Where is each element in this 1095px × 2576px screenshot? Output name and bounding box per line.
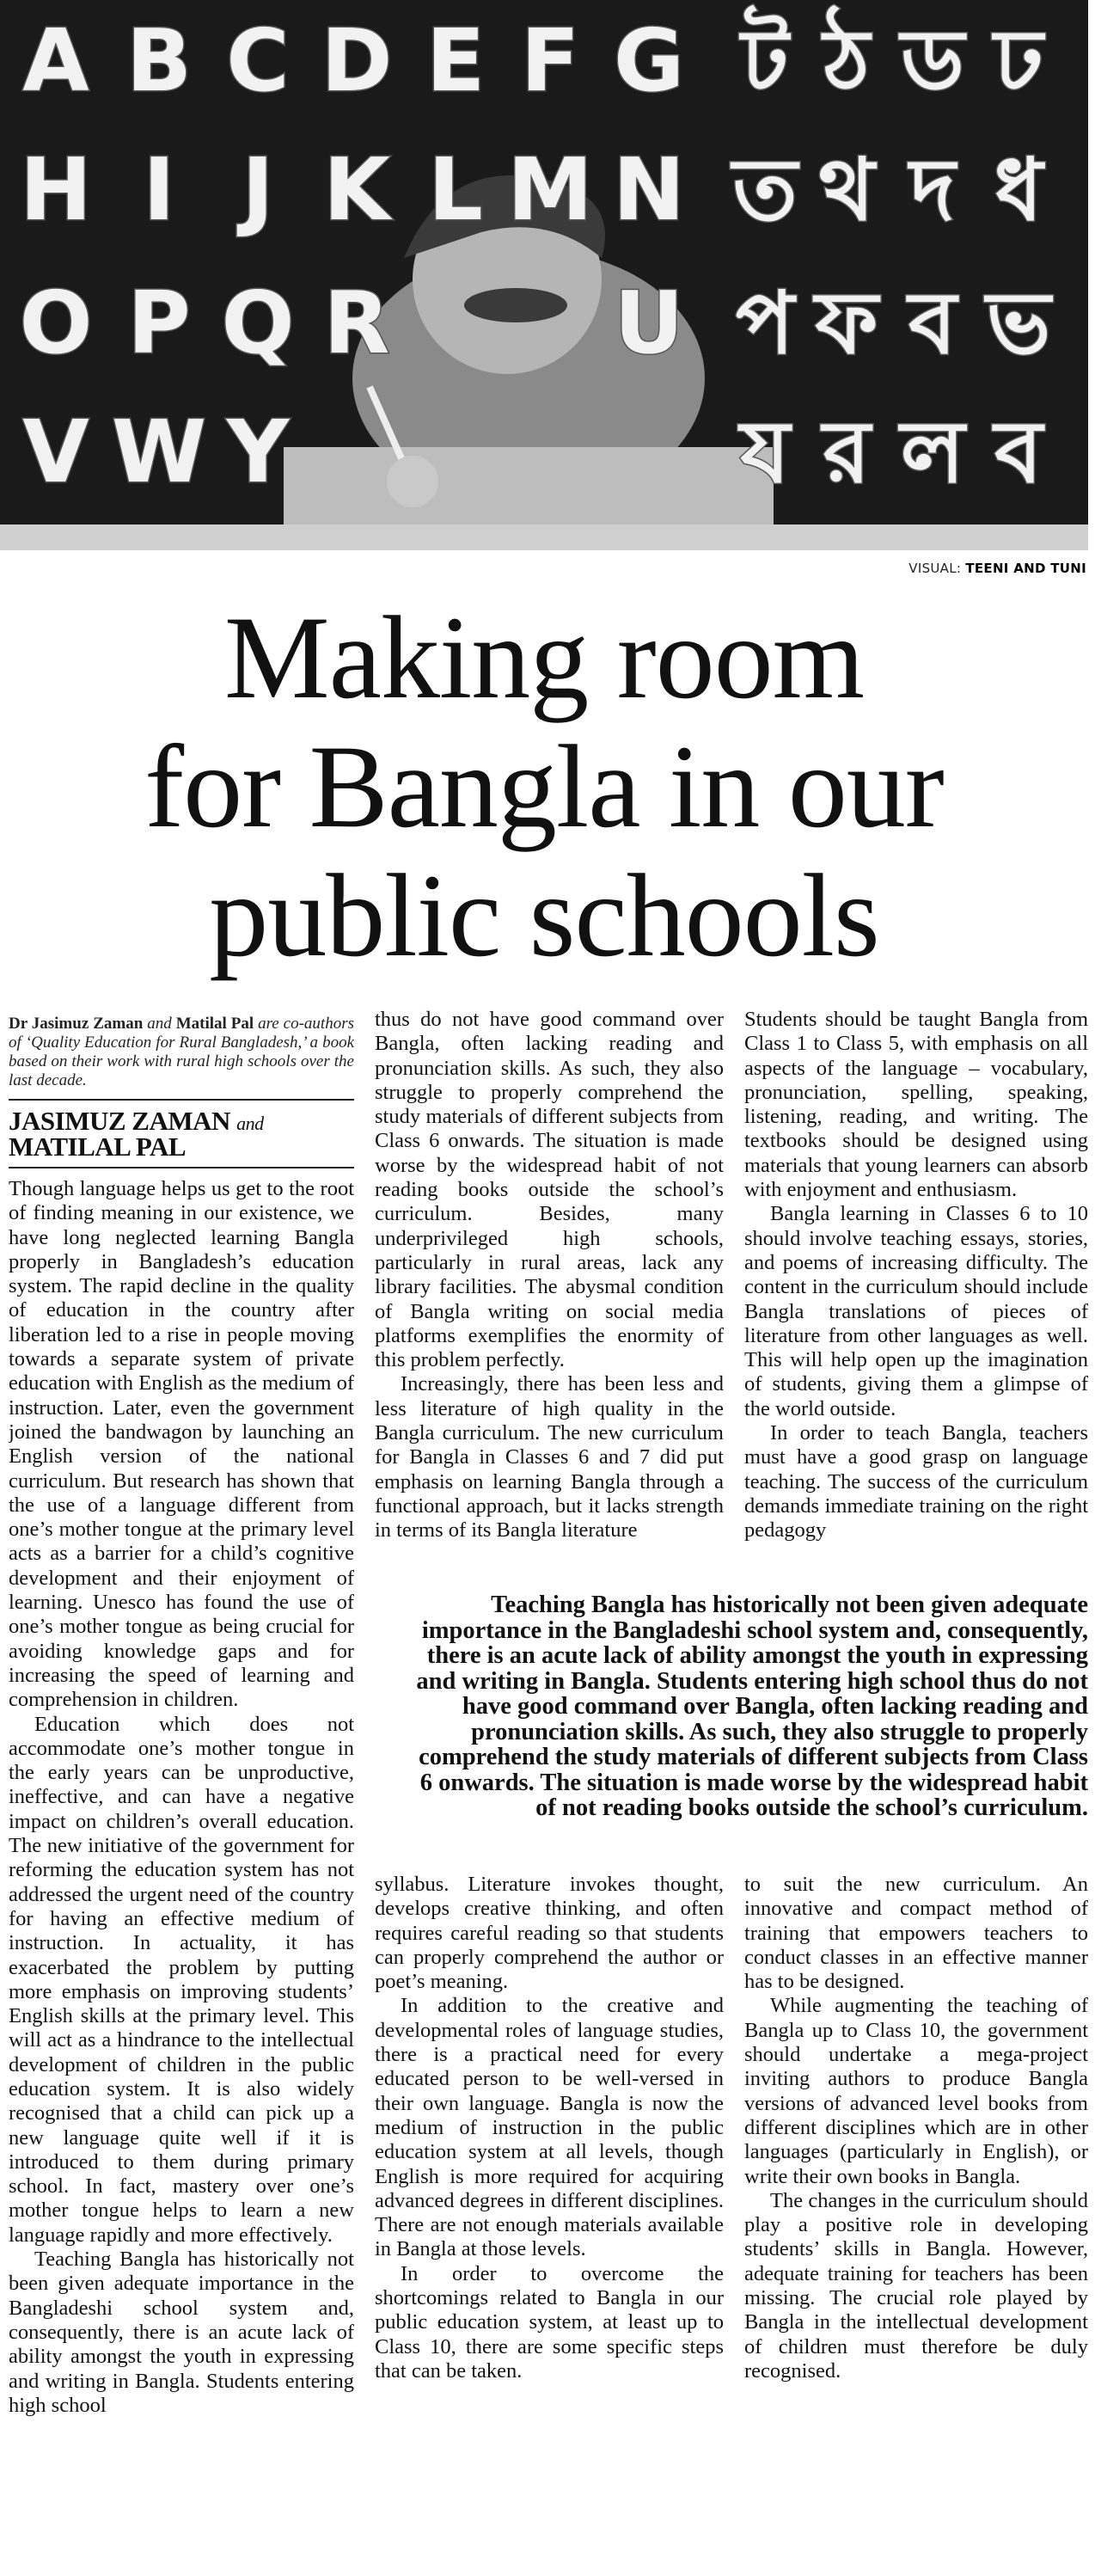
column-2-bottom <box>375 1873 724 2573</box>
paragraph: Increasingly, there has been less and less literature of high quality in the Bangla curriculum. The new curriculum for Bangla in Classes 6 and 7 did put emphasis on learning Bangla through a functional approach, but it lacks strength in terms of its Bangla literature <box>375 1372 724 1543</box>
chalk-letter: U <box>614 273 684 373</box>
chalk-letter: ব <box>908 273 957 373</box>
chalk-letter: ট <box>741 10 789 111</box>
chalk-letter: থ <box>818 139 875 240</box>
chalk-letter: ঢ <box>994 10 1043 111</box>
image-credit <box>908 561 1086 576</box>
chalk-letter: H <box>20 139 92 240</box>
chalk-letter: K <box>323 139 390 240</box>
chalk-letter: D <box>321 10 393 111</box>
byline <box>9 1106 354 1162</box>
chalk-letter: ধ <box>994 139 1043 240</box>
chalk-letter: ড <box>901 10 964 111</box>
chalk-letter: Y <box>226 402 290 502</box>
chalk-letter: M <box>507 139 593 240</box>
divider <box>9 1099 354 1101</box>
chalk-letter: I <box>143 139 175 240</box>
chalk-letter: N <box>613 139 685 240</box>
headline <box>0 593 1088 980</box>
paragraph: syllabus. Literature invokes thought, develops creative thinking, and often requires careful reading so that students can properly comprehend the author or poet’s meaning. <box>375 1873 724 1994</box>
byline-name: MATILAL PAL <box>9 1132 187 1162</box>
chalk-letter: E <box>425 10 486 111</box>
author-bio <box>9 1015 354 1090</box>
chalk-letter: Q <box>221 273 295 373</box>
chalk-letter: A <box>22 10 89 111</box>
chalk-letter: B <box>125 10 193 111</box>
paragraph: Teaching Bangla has historically not been given adequate importance in the Bangladeshi school system and, consequently, there is an acute lack of ability amongst the youth in expressing and writing in Bangla. Students entering high school <box>9 2248 354 2417</box>
column-3-bottom <box>744 1873 1088 2573</box>
bio-and: and <box>147 1015 172 1033</box>
chalk-letter: O <box>19 273 93 373</box>
bio-text: are co-authors of ‘Quality Education for Rural Bangladesh,’ a book based on their work with rural high schools over the last decade. <box>9 1015 354 1089</box>
paragraph: Though language helps us get to the root of finding meaning in our existence, we have long neglected learning Bangla properly in Bangladesh’s education system. The rapid decline in the quality of education in the country after liberation led to a rise in people moving towards a separate system of private education with English as the medium of instruction. Later, even the government joined the bandwagon by launching an English version of the national curriculum. But research has shown that the use of a language different from one’s mother tongue at the primary level acts as a barrier for a child’s cognitive development and their enjoyment of learning. Unesco has found the use of one’s mother tongue as being crucial for avoiding knowledge gaps and for increasing the speed of learning and comprehension in children. <box>9 1177 354 1712</box>
paragraph: In order to teach Bangla, teachers must have a good grasp on language teaching. The success of the curriculum demands immediate training on the right pedagogy <box>744 1421 1088 1543</box>
paragraph: In order to overcome the shortcomings related to Bangla in our public education system, at least up to Class 10, there are some specific steps that can be taken. <box>375 2261 724 2383</box>
divider <box>9 1167 354 1168</box>
chalk-letter: R <box>323 273 390 373</box>
chalk-letter: ব <box>994 402 1043 502</box>
paragraph: Students should be taught Bangla from Class 1 to Class 5, with emphasis on all aspects of the language – vocabulary, pronunciation, spelling, speaking, listening, reading, and writing. The textbooks should be designed using materials that young learners can absorb with enjoyment and enthusiasm. <box>744 1008 1088 1202</box>
column-3-top <box>744 1008 1088 1584</box>
chalk-letter: ঠ <box>823 10 870 111</box>
chalk-letter: প <box>736 273 794 373</box>
author-name: Matilal Pal <box>175 1015 254 1033</box>
credit-name: TEENI AND TUNI <box>965 561 1086 576</box>
chalk-letter: দ <box>909 139 956 240</box>
byline-and: and <box>236 1113 264 1134</box>
column-2-top <box>375 1008 724 1584</box>
chalk-letter: য <box>740 402 790 502</box>
paragraph: thus do not have good command over Bangla, often lacking reading and pronunciation skills. As such, they also struggle to properly comprehend the study materials of different subjects from Class 6 onwards. The situation is made worse by the widespread habit of not reading books outside the school’s curriculum. Besides, many underprivileged high schools, particularly in rural areas, lack any library facilities. The abysmal condition of Bangla writing on social media platforms exemplifies the enormity of this problem perfectly. <box>375 1008 724 1372</box>
author-name: Dr Jasimuz Zaman <box>9 1015 144 1033</box>
chalk-letter: W <box>111 402 207 502</box>
paragraph: In addition to the creative and developmental roles of language studies, there is a practical need for every educated person to be well-versed in their own language. Bangla is now the medium of instruction in the public education system at all levels, though English is more required for acquiring advanced degrees in different disciplines. There are not enough materials available in Bangla at those levels. <box>375 1994 724 2261</box>
chalk-letter: ল <box>900 402 965 502</box>
headline-line: for Bangla in our <box>144 721 944 852</box>
chalk-letter: J <box>242 139 274 240</box>
chalk-letter: G <box>613 10 685 111</box>
chalk-letter: C <box>226 10 290 111</box>
paragraph: While augmenting the teaching of Bangla up to Class 10, the government should undertake a mega-project inviting authors to produce Bangla versions of advanced level books from different disciplines which are in other languages (particularly in English), or write their own books in Bangla. <box>744 1994 1088 2188</box>
byline-name: JASIMUZ ZAMAN <box>9 1106 230 1136</box>
column-1 <box>9 1015 354 2571</box>
credit-prefix: VISUAL: <box>908 561 962 576</box>
headline-line: public schools <box>209 849 879 981</box>
chalk-letter: P <box>127 273 191 373</box>
paragraph: to suit the new curriculum. An innovative and compact method of training that empowers teachers to conduct classes in an effective manner has to be designed. <box>744 1873 1088 1994</box>
chalk-letter: L <box>428 139 483 240</box>
paragraph: Bangla learning in Classes 6 to 10 should involve teaching essays, stories, and poems of increasing difficulty. The content in the curriculum should include Bangla translations of pieces of literature from other languages as well. This will help open up the imagination of students, giving them a glimpse of the world outside. <box>744 1202 1088 1420</box>
paragraph: Education which does not accommodate one’s mother tongue in the early years can be unproductive, ineffective, and can have a negative impact on children’s overall education. The new initiative of the government for reforming the education system has not addressed the urgent need of the country for having an effective medium of instruction. In actuality, it has exacerbated the problem by putting more emphasis on improving students’ English skills at the primary level. This will act as a hindrance to the intellectual development of children in the public education system. It is also widely recognised that a child can pick up a new language quite well if it is introduced to them during primary school. In fact, mastery over one’s mother tongue helps to learn a new language rapidly and more effectively. <box>9 1712 354 2247</box>
chalk-letter: র <box>823 402 871 502</box>
chalk-letter: F <box>520 10 580 111</box>
chalk-letter: ফ <box>815 273 878 373</box>
headline-line: Making room <box>223 592 865 723</box>
chalk-letter: ত <box>732 139 798 240</box>
chalk-letter: V <box>22 402 89 502</box>
paragraph: The changes in the curriculum should play a positive role in developing students’ skills in Bangla. However, adequate training for teachers has been missing. The crucial role played by Bangla in the intellectual development of children must therefore be duly recognised. <box>744 2188 1088 2383</box>
chalk-letter: ভ <box>986 273 1051 373</box>
pull-quote: Teaching Bangla has historically not been given adequate importance in the Bangladeshi school system and, consequently, there is an acute lack of ability amongst the youth in expressing and writing in Bangla. Students entering high school thus do not have good command over Bangla, often lacking reading and pronunciation skills. As such, they also struggle to properly comprehend the study materials of different subjects from Class 6 onwards. The situation is made worse by the widespread habit of not reading books outside the school’s curriculum. <box>416 1592 1088 1821</box>
illustration-chalkboard-child <box>0 0 1088 550</box>
